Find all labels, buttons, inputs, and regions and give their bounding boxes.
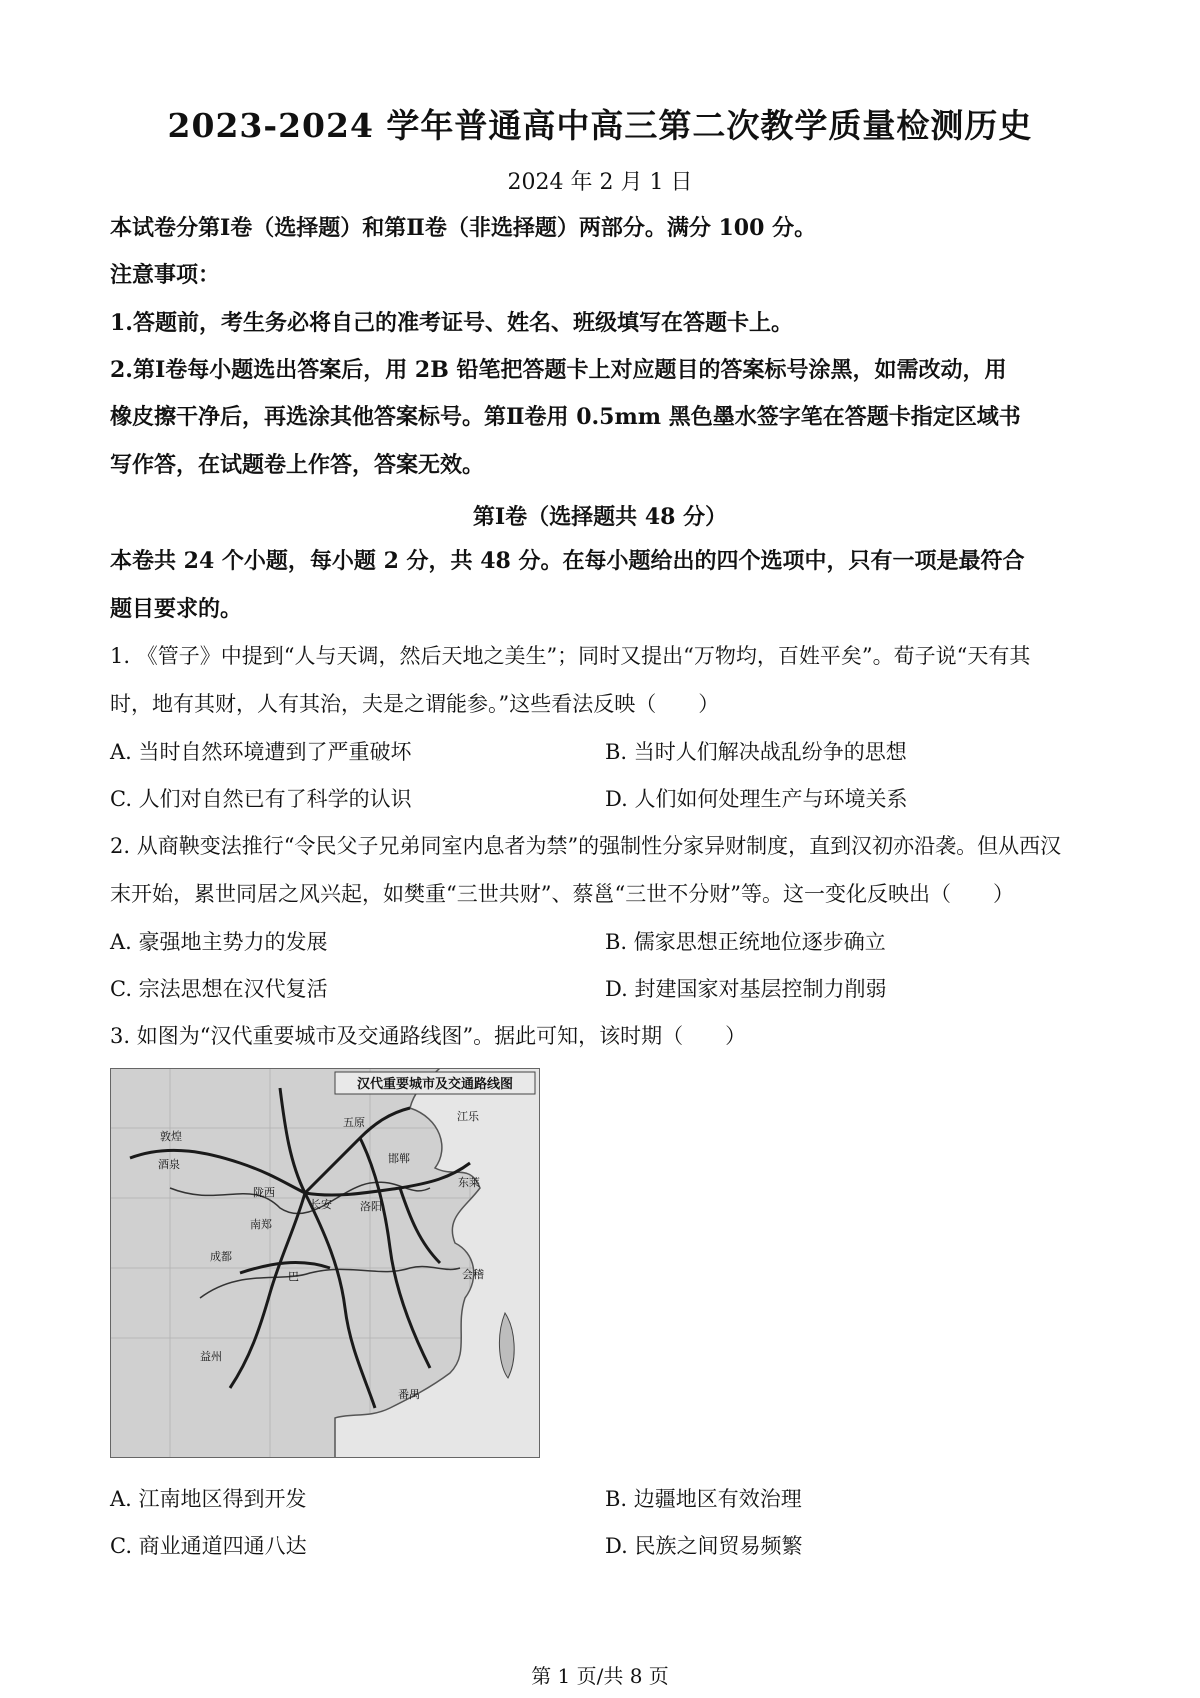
map-title: 汉代重要城市及交通路线图 (356, 1077, 514, 1092)
page-number: 第 1 页/共 8 页 (531, 1664, 669, 1688)
question-3-option-b: B. 边疆地区有效治理 (605, 1487, 802, 1511)
question-2-option-b: B. 儒家思想正统地位逐步确立 (605, 930, 886, 954)
intro-line: 本试卷分第Ⅰ卷（选择题）和第Ⅱ卷（非选择题）两部分。满分 100 分。 (110, 215, 817, 241)
question-1-stem-line-2: 时，地有其财，人有其治，夫是之谓能参。”这些看法反映（ ） (110, 692, 720, 716)
map-label: 益州 (200, 1350, 222, 1363)
question-2-option-a: A. 豪强地主势力的发展 (110, 930, 328, 954)
map-label: 江乐 (457, 1110, 479, 1123)
map-label: 长安 (310, 1198, 332, 1211)
question-2-stem-line-2: 末开始，累世同居之风兴起，如樊重“三世共财”、蔡邕“三世不分财”等。这一变化反映出（ ） (110, 882, 1014, 906)
question-2-stem-line-1: 2. 从商鞅变法推行“令民父子兄弟同室内息者为禁”的强制性分家异财制度，直到汉初亦沿袭。但从西汉 (110, 834, 1062, 858)
section-heading: 第Ⅰ卷（选择题共 48 分） (472, 504, 728, 530)
question-3-option-d: D. 民族之间贸易频繁 (605, 1534, 803, 1558)
han-dynasty-map-image (110, 1068, 540, 1458)
map-label: 东莱 (458, 1176, 480, 1189)
question-1-option-a: A. 当时自然环境遭到了严重破坏 (110, 740, 412, 764)
section-desc-line-2: 题目要求的。 (110, 596, 243, 622)
exam-date: 2024 年 2 月 1 日 (507, 170, 693, 195)
note-2-line-2: 橡皮擦干净后，再选涂其他答案标号。第Ⅱ卷用 0.5mm 黑色墨水签字笔在答题卡指定区域书 (110, 404, 1021, 430)
map-label: 会稽 (462, 1268, 484, 1281)
section-desc-line-1: 本卷共 24 个小题，每小题 2 分，共 48 分。在每小题给出的四个选项中，只有一项是最符合 (110, 548, 1025, 574)
map-label: 巴 (288, 1270, 299, 1283)
map-label: 南郑 (250, 1218, 272, 1231)
map-label: 陇西 (253, 1186, 275, 1199)
question-3-stem: 3. 如图为“汉代重要城市及交通路线图”。据此可知，该时期（ ） (110, 1024, 747, 1048)
map-label: 邯郸 (388, 1152, 410, 1165)
map-label: 成都 (210, 1250, 232, 1263)
question-1-option-c: C. 人们对自然已有了科学的认识 (110, 787, 412, 811)
question-2-option-d: D. 封建国家对基层控制力削弱 (605, 977, 887, 1001)
map-label: 洛阳 (360, 1200, 382, 1213)
question-1-stem-line-1: 1. 《管子》中提到“人与天调，然后天地之美生”；同时又提出“万物均，百姓平矣”。荀子说“天有其 (110, 644, 1031, 668)
map-label: 番禺 (398, 1388, 420, 1401)
note-2-line-1: 2.第Ⅰ卷每小题选出答案后，用 2B 铅笔把答题卡上对应题目的答案标号涂黑，如需改动，用 (110, 357, 1007, 383)
map-label: 酒泉 (158, 1158, 180, 1171)
question-1-option-b: B. 当时人们解决战乱纷争的思想 (605, 740, 907, 764)
exam-title: 2023-2024 学年普通高中高三第二次教学质量检测历史 (167, 106, 1033, 145)
notes-heading: 注意事项： (110, 262, 221, 288)
map-label: 敦煌 (160, 1130, 182, 1143)
question-1-option-d: D. 人们如何处理生产与环境关系 (605, 787, 908, 811)
map-label: 五原 (343, 1116, 365, 1129)
question-2-option-c: C. 宗法思想在汉代复活 (110, 977, 328, 1001)
note-1: 1.答题前，考生务必将自己的准考证号、姓名、班级填写在答题卡上。 (110, 310, 793, 336)
question-3-option-c: C. 商业通道四通八达 (110, 1534, 307, 1558)
question-3-option-a: A. 江南地区得到开发 (110, 1487, 307, 1511)
note-2-line-3: 写作答，在试题卷上作答，答案无效。 (110, 452, 485, 478)
